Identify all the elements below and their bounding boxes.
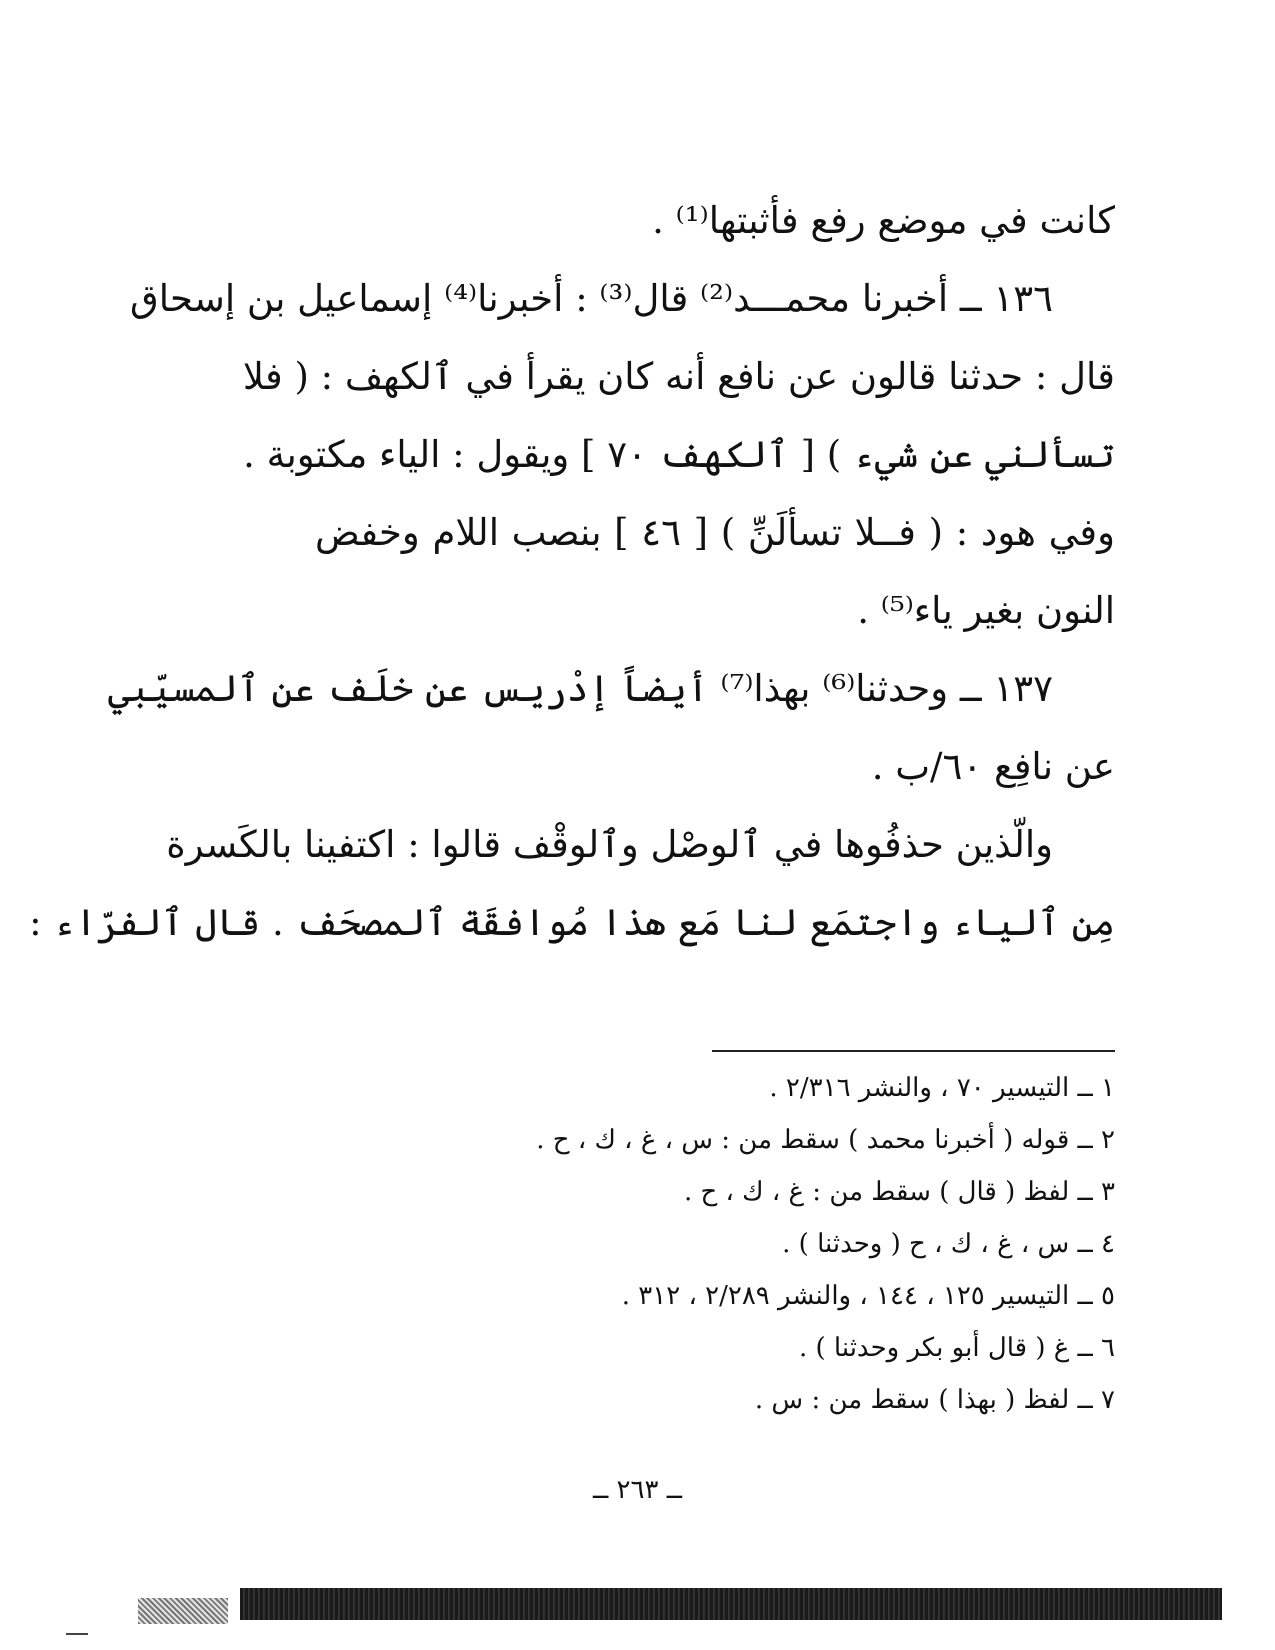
text-line-3: قال : حدثنا قالون عن نافع أنه كان يقرأ في ٱلكهف : ( فلا <box>242 355 1115 398</box>
footnote-7: ٧ ــ لفظ ( بهذا ) سقط من : س . <box>754 1385 1115 1415</box>
text-line-10: مِن ٱلياء واجتمَع لنا مَع هذا مُوافقَة ٱلمصحَف . قال ٱلفرّاء : <box>29 901 1115 944</box>
footnote-1: ١ ــ التيسير ٧٠ ، والنشر ٢/٣١٦ . <box>769 1073 1115 1103</box>
footnote-6: ٦ ــ غ ( قال أبو بكر وحدثنا ) . <box>798 1333 1115 1363</box>
footnote-3: ٣ ــ لفظ ( قال ) سقط من : غ ، ك ، ح . <box>683 1177 1115 1207</box>
text-line-6: النون بغير ياء⁽⁵⁾ . <box>857 589 1115 632</box>
footnote-5: ٥ ــ التيسير ١٢٥ ، ١٤٤ ، والنشر ٢/٢٨٩ ، ٣١٢ . <box>621 1281 1115 1311</box>
text-line-1: كانت في موضع رفع فأثبتها⁽¹⁾ . <box>652 199 1115 242</box>
text-line-5: وفي هود : ( فــلا تسألَنِّ ) [ ٤٦ ] بنصب اللام وخفض <box>315 511 1115 554</box>
scan-artifact-dash <box>66 1633 88 1635</box>
footnote-4: ٤ ــ س ، غ ، ك ، ح ( وحدثنا ) . <box>782 1229 1115 1259</box>
page-number: ــ ٢٦٣ ــ <box>593 1475 682 1505</box>
text-line-9: والّذين حذفُوها في ٱلوصْل وٱلوقْف قالوا : اكتفينا بالكَسرة <box>166 823 1053 866</box>
text-line-2: ١٣٦ ــ أخبرنا محمـــد⁽²⁾ قال⁽³⁾ : أخبرنا⁽⁴⁾ إسماعيل بن إسحاق <box>130 277 1053 320</box>
text-line-4: تسألني عن شيء ) [ ٱلكهف ٧٠ ] ويقول : الياء مكتوبة . <box>243 433 1115 476</box>
footnote-separator <box>712 1050 1115 1052</box>
footnote-2: ٢ ــ قوله ( أخبرنا محمد ) سقط من : س ، غ ، ك ، ح . <box>536 1125 1115 1155</box>
scan-artifact-speckle <box>138 1598 228 1624</box>
text-line-7: ١٣٧ ــ وحدثنا⁽⁶⁾ بهذا⁽⁷⁾ أيضاً إدْريس عن خلَف عن ٱلمسيّبي <box>107 667 1053 710</box>
scan-artifact-bar <box>240 1588 1222 1620</box>
text-line-8: عن نافِع ٦٠/ب . <box>871 745 1115 788</box>
